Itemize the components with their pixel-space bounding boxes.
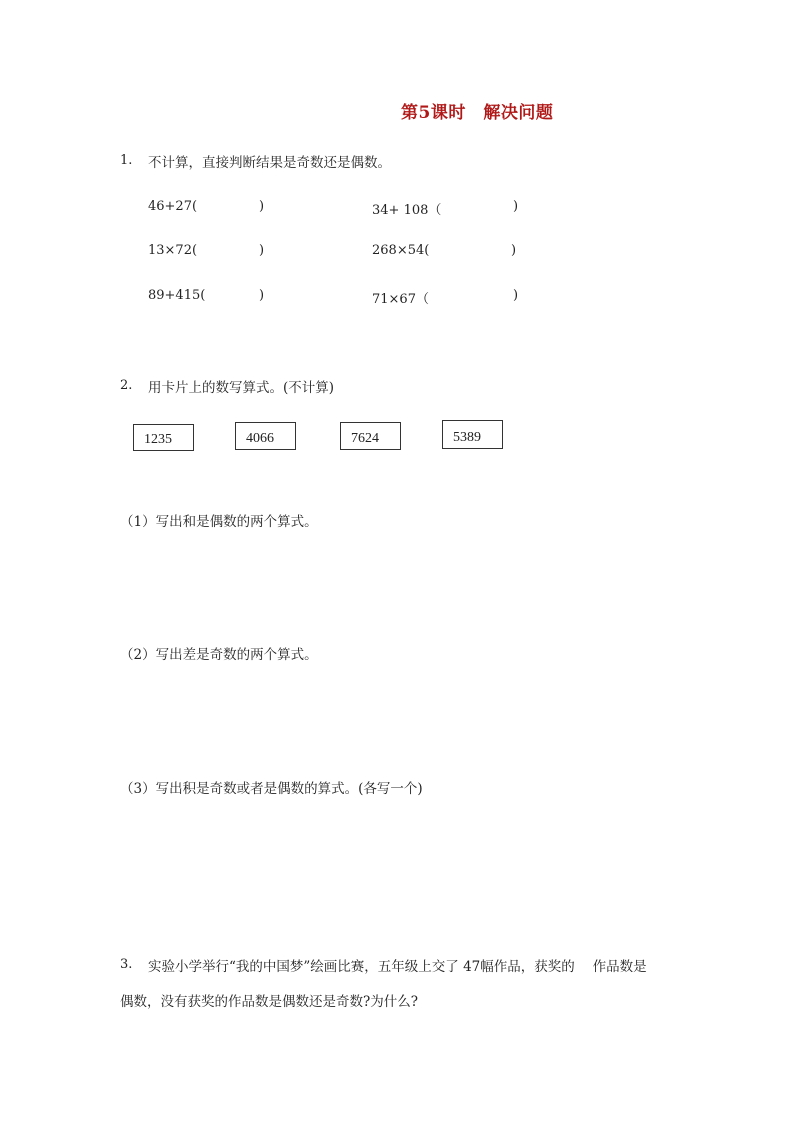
q2-prompt: 用卡片上的数写算式。(不计算) — [148, 380, 335, 396]
q3-number: 3. — [120, 957, 133, 972]
number-card-3-value: 7624 — [351, 431, 379, 446]
number-card-1-value: 1235 — [144, 432, 172, 447]
q1-item-3-close: ) — [259, 243, 265, 258]
q1-item-1: 46+27( — [148, 199, 198, 214]
q1-item-6: 71×67（ — [372, 292, 429, 307]
number-card-4-value: 5389 — [453, 430, 481, 445]
q1-item-5: 89+415( — [148, 288, 206, 303]
q2-sub-2: （2）写出差是奇数的两个算式。 — [120, 647, 318, 663]
q2-sub-3: （3）写出积是奇数或者是偶数的算式。(各写一个) — [120, 781, 423, 797]
q1-item-2-close: ) — [513, 199, 519, 214]
number-card-1 — [133, 424, 194, 451]
q1-item-6-close: ) — [513, 288, 519, 303]
number-card-3 — [340, 422, 401, 450]
q1-item-2: 34+ 108（ — [372, 203, 442, 218]
q1-item-5-close: ) — [259, 288, 265, 303]
q1-item-3: 13×72( — [148, 243, 198, 258]
q2-number: 2. — [120, 378, 133, 393]
q1-item-1-close: ) — [259, 199, 265, 214]
q3-line-2: 偶数，没有获奖的作品数是偶数还是奇数?为什么? — [120, 994, 418, 1010]
q2-sub-1: （1）写出和是偶数的两个算式。 — [120, 514, 318, 530]
q1-prompt: 不计算，直接判断结果是奇数还是偶数。 — [148, 155, 391, 171]
page-title: 第5课时 解决问题 — [401, 103, 554, 123]
number-card-2-value: 4066 — [246, 431, 274, 446]
q3-line-1: 实验小学举行“我的中国梦”绘画比赛，五年级上交了 47幅作品，获奖的 作品数是 — [148, 959, 647, 975]
number-card-4 — [442, 420, 503, 449]
q1-item-4: 268×54( — [372, 243, 430, 258]
q1-number: 1. — [120, 153, 133, 168]
q1-item-4-close: ) — [511, 243, 517, 258]
number-card-2 — [235, 422, 296, 450]
